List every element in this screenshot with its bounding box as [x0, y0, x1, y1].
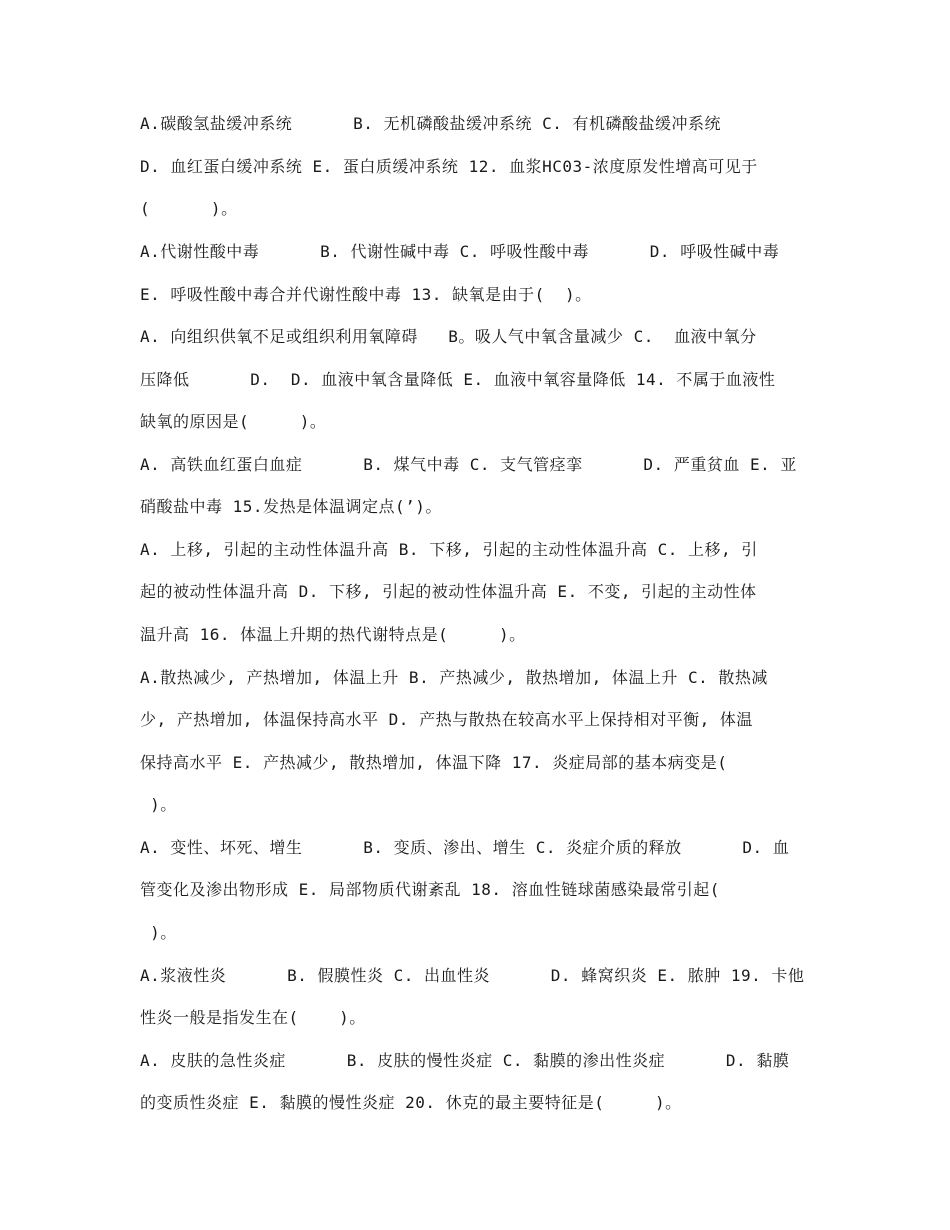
text-line: A. 皮肤的急性炎症 B. 皮肤的慢性炎症 C. 黏膜的渗出性炎症 D. 黏膜: [140, 1051, 790, 1070]
text-line: A. 上移, 引起的主动性体温升高 B. 下移, 引起的主动性体温升高 C. 上移, 引: [140, 540, 758, 559]
text-line: A.浆液性炎 B. 假膜性炎 C. 出血性炎 D. 蜂窝织炎 E. 脓肿 19. 卡他: [140, 966, 805, 985]
text-line: 压降低 D. D. 血液中氧含量降低 E. 血液中氧容量降低 14. 不属于血液性: [140, 370, 776, 389]
text-line: 管变化及渗出物形成 E. 局部物质代谢紊乱 18. 溶血性链球菌感染最常引起(: [140, 880, 720, 899]
text-line: 缺氧的原因是( )。: [140, 412, 327, 431]
text-line: 起的被动性体温升高 D. 下移, 引起的被动性体温升高 E. 不变, 引起的主动性体: [140, 582, 757, 601]
text-line: A. 变性、坏死、增生 B. 变质、渗出、增生 C. 炎症介质的释放 D. 血: [140, 838, 790, 857]
text-line: A. 高铁血红蛋白血症 B. 煤气中毒 C. 支气管痉挛 D. 严重贫血 E. 亚: [140, 455, 797, 474]
text-line: 温升高 16. 体温上升期的热代谢特点是( )。: [140, 625, 526, 644]
text-line: 保持高水平 E. 产热减少, 散热增加, 体温下降 17. 炎症局部的基本病变是(: [140, 753, 728, 772]
text-line: A.代谢性酸中毒 B. 代谢性碱中毒 C. 呼吸性酸中毒 D. 呼吸性碱中毒: [140, 242, 780, 261]
text-line: E. 呼吸性酸中毒合并代谢性酸中毒 13. 缺氧是由于( )。: [140, 285, 592, 304]
text-line: A.碳酸氢盐缓冲系统 B. 无机磷酸盐缓冲系统 C. 有机磷酸盐缓冲系统: [140, 114, 721, 133]
text-line: )。: [140, 795, 177, 814]
text-line: A.散热减少, 产热增加, 体温上升 B. 产热减少, 散热增加, 体温上升 C. 散热减: [140, 668, 768, 687]
text-line: 硝酸盐中毒 15.发热是体温调定点(’)。: [140, 497, 442, 516]
text-line: )。: [140, 923, 177, 942]
text-line: ( )。: [140, 199, 238, 218]
text-line: A. 向组织供氧不足或组织利用氧障碍 B。吸人气中氧含量减少 C. 血液中氧分: [140, 327, 757, 346]
text-line: D. 血红蛋白缓冲系统 E. 蛋白质缓冲系统 12. 血浆HC03-浓度原发性增高可见于: [140, 157, 758, 176]
text-line: 少, 产热增加, 体温保持高水平 D. 产热与散热在较高水平上保持相对平衡, 体温: [140, 710, 753, 729]
text-line: 性炎一般是指发生在( )。: [140, 1008, 366, 1027]
text-line: 的变质性炎症 E. 黏膜的慢性炎症 20. 休克的最主要特征是( )。: [140, 1093, 682, 1112]
